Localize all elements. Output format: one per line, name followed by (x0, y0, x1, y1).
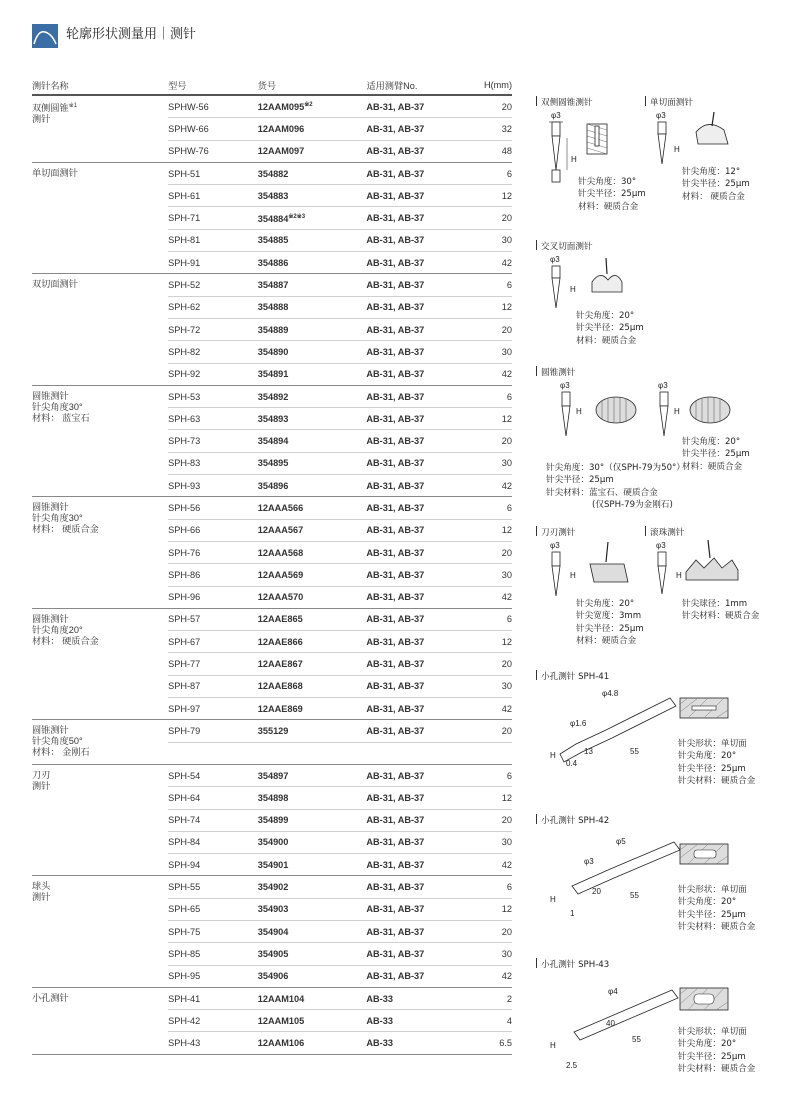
h-cell: 20 (476, 653, 512, 675)
code-cell: 354905 (258, 943, 367, 965)
h-cell: 48 (476, 140, 512, 162)
arm-cell: AB-31, AB-37 (366, 809, 476, 831)
model-cell: SPH-87 (168, 675, 258, 697)
arm-cell: AB-31, AB-37 (366, 430, 476, 452)
h-cell: 42 (476, 965, 512, 987)
h-cell: 30 (476, 943, 512, 965)
stylus-group-name: 单切面测针 (32, 162, 168, 273)
code-cell: 354891 (258, 363, 367, 385)
code-cell: 354882 (258, 162, 367, 184)
panel-title-ball: 滚珠测针 (645, 526, 684, 539)
model-cell: SPH-85 (168, 943, 258, 965)
panel-title-sph43: 小孔测针 SPH-43 (536, 958, 609, 971)
model-cell: SPH-76 (168, 541, 258, 563)
model-cell: SPH-43 (168, 1032, 258, 1054)
model-cell: SPH-62 (168, 296, 258, 318)
svg-text:H: H (550, 751, 556, 760)
h-cell: 42 (476, 252, 512, 274)
code-cell: 354894 (258, 430, 367, 452)
code-cell: 354885 (258, 229, 367, 251)
col-name-header: 测针名称 (32, 76, 168, 95)
svg-text:H: H (550, 895, 556, 904)
ball-stylus-figure (652, 538, 762, 600)
panel-title-double-cone: 双侧圆锥测针 (536, 96, 593, 109)
svg-text:H: H (570, 571, 576, 580)
h-cell: 12 (476, 185, 512, 207)
arm-cell: AB-33 (366, 1010, 476, 1032)
h-cell: 20 (476, 430, 512, 452)
model-cell: SPH-93 (168, 475, 258, 497)
svg-text:φ4.8: φ4.8 (602, 689, 619, 698)
arm-cell: AB-31, AB-37 (366, 675, 476, 697)
arm-cell: AB-31, AB-37 (366, 631, 476, 653)
code-cell: 12AAE868 (258, 675, 367, 697)
code-cell: 12AAM095$^{※2}$ (258, 95, 367, 118)
h-cell: 20 (476, 95, 512, 118)
svg-text:H: H (674, 145, 680, 154)
arm-cell: AB-31, AB-37 (366, 787, 476, 809)
code-cell: 12AAE866 (258, 631, 367, 653)
model-cell: SPH-73 (168, 430, 258, 452)
svg-text:H: H (576, 407, 582, 416)
ball-specs: 针尖球径：1mm 针尖材料：硬质合金 (682, 599, 760, 622)
arm-cell: AB-31, AB-37 (366, 296, 476, 318)
table-row (32, 720, 512, 742)
table-row (32, 385, 512, 407)
panel-title-blade: 刀刃测针 (536, 526, 575, 539)
stylus-group-name: 圆锥测针 针尖角度50° 材料： 金刚石 (32, 720, 168, 765)
h-cell: 6 (476, 385, 512, 407)
arm-cell: AB-31, AB-37 (366, 497, 476, 519)
h-cell: 12 (476, 631, 512, 653)
model-cell: SPH-42 (168, 1010, 258, 1032)
svg-text:φ3: φ3 (658, 381, 668, 390)
h-cell: 6 (476, 497, 512, 519)
svg-text:φ4: φ4 (608, 987, 618, 996)
col-arm-header: 适用测臂No. (366, 76, 476, 95)
model-cell: SPHW-56 (168, 95, 258, 118)
code-cell: 12AAE869 (258, 698, 367, 720)
model-cell: SPH-82 (168, 341, 258, 363)
h-cell: 4 (476, 1010, 512, 1032)
arm-cell: AB-31, AB-37 (366, 608, 476, 630)
model-cell: SPH-54 (168, 764, 258, 786)
arm-cell: AB-31, AB-37 (366, 965, 476, 987)
arm-cell: AB-31, AB-37 (366, 408, 476, 430)
code-cell: 354897 (258, 764, 367, 786)
svg-text:1: 1 (570, 909, 575, 918)
code-cell: 12AAM096 (258, 118, 367, 140)
code-cell: 354895 (258, 452, 367, 474)
model-cell: SPH-97 (168, 698, 258, 720)
model-cell (168, 742, 258, 764)
arm-cell: AB-31, AB-37 (366, 943, 476, 965)
model-cell: SPH-84 (168, 831, 258, 853)
svg-text:55: 55 (630, 891, 639, 900)
arm-cell: AB-31, AB-37 (366, 586, 476, 608)
cone-specs-right: 针尖角度：20° 针尖半径：25μm 材料：硬质合金 (682, 437, 750, 472)
model-cell: SPH-79 (168, 720, 258, 742)
blade-stylus-figure (548, 538, 638, 600)
code-cell: 12AAA566 (258, 497, 367, 519)
h-cell: 42 (476, 475, 512, 497)
cross-cut-stylus-figure (548, 252, 638, 312)
h-cell: 20 (476, 207, 512, 229)
svg-text:H: H (550, 1041, 556, 1050)
model-cell: SPHW-66 (168, 118, 258, 140)
table-row (32, 274, 512, 296)
table-header-row (32, 76, 512, 95)
stylus-group-name: 球头 测针 (32, 876, 168, 987)
arm-cell: AB-31, AB-37 (366, 854, 476, 876)
h-cell: 42 (476, 363, 512, 385)
model-cell: SPH-75 (168, 920, 258, 942)
model-cell: SPHW-76 (168, 140, 258, 162)
dia-label: φ3 (551, 111, 561, 120)
arm-cell: AB-31, AB-37 (366, 831, 476, 853)
model-cell: SPH-53 (168, 385, 258, 407)
h-cell: 32 (476, 118, 512, 140)
arm-cell (366, 742, 476, 764)
svg-text:φ3: φ3 (656, 111, 666, 120)
model-cell: SPH-56 (168, 497, 258, 519)
model-cell: SPH-61 (168, 185, 258, 207)
arm-cell: AB-31, AB-37 (366, 341, 476, 363)
arm-cell: AB-31, AB-37 (366, 95, 476, 118)
svg-text:φ5: φ5 (616, 837, 626, 846)
table-row (32, 876, 512, 898)
svg-text:φ3: φ3 (656, 541, 666, 550)
code-cell: 354883 (258, 185, 367, 207)
arm-cell: AB-31, AB-37 (366, 118, 476, 140)
h-cell: 12 (476, 408, 512, 430)
single-cut-stylus-figure (652, 108, 742, 168)
svg-text:H: H (674, 407, 680, 416)
model-cell: SPH-83 (168, 452, 258, 474)
blade-specs: 针尖角度：20° 针尖宽度：3mm 针尖半径：25μm 材料：硬质合金 (576, 599, 644, 647)
arm-cell: AB-31, AB-37 (366, 653, 476, 675)
code-cell: 354898 (258, 787, 367, 809)
h-cell: 42 (476, 698, 512, 720)
model-cell: SPH-94 (168, 854, 258, 876)
panel-title-single-cut: 单切面测针 (645, 96, 693, 109)
arm-cell: AB-31, AB-37 (366, 519, 476, 541)
code-cell: 12AAE867 (258, 653, 367, 675)
code-cell: 354889 (258, 318, 367, 340)
h-cell: 20 (476, 920, 512, 942)
code-cell: 12AAE865 (258, 608, 367, 630)
model-cell: SPH-81 (168, 229, 258, 251)
double-cone-specs: 针尖角度：30° 针尖半径：25μm 材料：硬质合金 (578, 177, 646, 212)
arm-cell: AB-31, AB-37 (366, 229, 476, 251)
model-cell: SPH-55 (168, 876, 258, 898)
h-cell: 12 (476, 898, 512, 920)
arm-cell: AB-31, AB-37 (366, 162, 476, 184)
svg-text:2.5: 2.5 (566, 1061, 578, 1070)
svg-text:φ3: φ3 (550, 541, 560, 550)
svg-text:55: 55 (632, 1035, 641, 1044)
h-cell: 2 (476, 987, 512, 1009)
panel-title-sph41: 小孔测针 SPH-41 (536, 670, 609, 683)
code-cell: 354900 (258, 831, 367, 853)
arm-cell: AB-31, AB-37 (366, 385, 476, 407)
h-cell: 12 (476, 787, 512, 809)
page-title: 轮廓形状测量用｜测针 (66, 27, 197, 42)
arm-cell: AB-31, AB-37 (366, 720, 476, 742)
model-cell: SPH-63 (168, 408, 258, 430)
model-cell: SPH-71 (168, 207, 258, 229)
model-cell: SPH-52 (168, 274, 258, 296)
arm-cell: AB-31, AB-37 (366, 541, 476, 563)
footnote-mark: ※2 (304, 102, 313, 109)
arm-cell: AB-31, AB-37 (366, 920, 476, 942)
svg-text:0.4: 0.4 (566, 759, 578, 768)
arm-cell: AB-31, AB-37 (366, 475, 476, 497)
stylus-group-name: 小孔测针 (32, 987, 168, 1054)
stylus-spec-table (32, 76, 512, 1055)
h-cell: 12 (476, 519, 512, 541)
code-cell: 354902 (258, 876, 367, 898)
h-label: H (571, 155, 577, 164)
h-cell: 30 (476, 452, 512, 474)
model-cell: SPH-41 (168, 987, 258, 1009)
code-cell: $354884^{※2※3}$ (258, 207, 367, 229)
code-cell: 354904 (258, 920, 367, 942)
model-cell: SPH-64 (168, 787, 258, 809)
model-cell: SPH-67 (168, 631, 258, 653)
h-cell: 12 (476, 296, 512, 318)
model-cell: SPH-91 (168, 252, 258, 274)
code-cell: 354892 (258, 385, 367, 407)
h-cell: 6 (476, 608, 512, 630)
code-cell: 355129 (258, 720, 367, 742)
cone-specs-left: 针尖角度：30°（仅SPH-79为50°） 针尖半径：25μm 针尖材料：蓝宝石、硬质合金 (仅SPH-79为金刚石) (546, 463, 685, 511)
table-row (32, 608, 512, 630)
stylus-group-name: 圆锥测针 针尖角度30° 材料： 硬质合金 (32, 497, 168, 608)
h-cell: 6 (476, 764, 512, 786)
arm-cell: AB-31, AB-37 (366, 876, 476, 898)
code-cell: 354893 (258, 408, 367, 430)
profile-logo-icon (32, 24, 58, 48)
code-cell: 12AAM105 (258, 1010, 367, 1032)
arm-cell: AB-31, AB-37 (366, 452, 476, 474)
model-cell: SPH-72 (168, 318, 258, 340)
col-model-header: 型号 (168, 76, 258, 95)
stylus-group-name: 双切面测针 (32, 274, 168, 385)
table-row (32, 497, 512, 519)
stylus-group-name: 双侧圆锥$^{※1}$ 测针 (32, 95, 168, 162)
panel-title-cross-cut: 交叉切面测针 (536, 240, 593, 253)
code-cell: 12AAA569 (258, 564, 367, 586)
code-cell: 12AAM104 (258, 987, 367, 1009)
h-cell: 6 (476, 162, 512, 184)
single-cut-specs: 针尖角度：12° 针尖半径：25μm 材料： 硬质合金 (682, 167, 750, 202)
code-cell: 12AAM097 (258, 140, 367, 162)
code-cell: 12AAM106 (258, 1032, 367, 1054)
model-cell: SPH-77 (168, 653, 258, 675)
model-cell: SPH-74 (168, 809, 258, 831)
arm-cell: AB-33 (366, 1032, 476, 1054)
svg-text:φ3: φ3 (584, 857, 594, 866)
arm-cell: AB-31, AB-37 (366, 363, 476, 385)
h-cell: 6 (476, 876, 512, 898)
col-h-header: H(mm) (476, 76, 512, 95)
table-row (32, 95, 512, 118)
arm-cell: AB-31, AB-37 (366, 252, 476, 274)
h-cell: 42 (476, 586, 512, 608)
stylus-group-name: 圆锥测针 针尖角度20° 材料： 硬质合金 (32, 608, 168, 719)
code-cell: 354906 (258, 965, 367, 987)
code-cell (258, 742, 367, 764)
code-cell: 354887 (258, 274, 367, 296)
svg-text:40: 40 (606, 1019, 615, 1028)
model-cell: SPH-96 (168, 586, 258, 608)
code-cell: 354899 (258, 809, 367, 831)
arm-cell: AB-31, AB-37 (366, 274, 476, 296)
arm-cell: AB-31, AB-37 (366, 564, 476, 586)
svg-text:φ3: φ3 (560, 381, 570, 390)
h-cell: 20 (476, 541, 512, 563)
h-cell: 42 (476, 854, 512, 876)
model-cell: SPH-66 (168, 519, 258, 541)
cone-stylus-figure (558, 378, 748, 440)
table-row (32, 162, 512, 184)
svg-text:13: 13 (584, 747, 593, 756)
h-cell (476, 742, 512, 764)
arm-cell: AB-31, AB-37 (366, 318, 476, 340)
table-row (32, 764, 512, 786)
stylus-group-name: 圆锥测针 针尖角度30° 材料： 蓝宝石 (32, 385, 168, 496)
sph41-specs: 针尖形状：单切面 针尖角度：20° 针尖半径：25μm 针尖材料：硬质合金 (678, 739, 756, 787)
table-row (32, 987, 512, 1009)
arm-cell: AB-31, AB-37 (366, 207, 476, 229)
code-cell: 354901 (258, 854, 367, 876)
model-cell: SPH-95 (168, 965, 258, 987)
svg-text:H: H (570, 285, 576, 294)
arm-cell: AB-31, AB-37 (366, 140, 476, 162)
h-cell: 30 (476, 564, 512, 586)
model-cell: SPH-86 (168, 564, 258, 586)
code-cell: 354896 (258, 475, 367, 497)
svg-text:φ1.6: φ1.6 (570, 719, 587, 728)
svg-text:20: 20 (592, 887, 601, 896)
stylus-group-name: 刀刃 测针 (32, 764, 168, 875)
h-cell: 20 (476, 318, 512, 340)
model-cell: SPH-92 (168, 363, 258, 385)
cross-cut-specs: 针尖角度：20° 针尖半径：25μm 材料：硬质合金 (576, 311, 644, 346)
arm-cell: AB-33 (366, 987, 476, 1009)
code-cell: 12AAA568 (258, 541, 367, 563)
h-cell: 20 (476, 720, 512, 742)
code-cell: 354903 (258, 898, 367, 920)
h-cell: 6.5 (476, 1032, 512, 1054)
code-cell: 354886 (258, 252, 367, 274)
sph42-specs: 针尖形状：单切面 针尖角度：20° 针尖半径：25μm 针尖材料：硬质合金 (678, 885, 756, 933)
svg-text:55: 55 (630, 747, 639, 756)
arm-cell: AB-31, AB-37 (366, 764, 476, 786)
svg-text:φ3: φ3 (550, 255, 560, 264)
arm-cell: AB-31, AB-37 (366, 698, 476, 720)
arm-cell: AB-31, AB-37 (366, 898, 476, 920)
model-cell: SPH-65 (168, 898, 258, 920)
svg-text:H: H (676, 571, 682, 580)
panel-title-cone: 圆锥测针 (536, 366, 575, 379)
code-cell: 354890 (258, 341, 367, 363)
arm-cell: AB-31, AB-37 (366, 185, 476, 207)
h-cell: 30 (476, 831, 512, 853)
code-cell: 12AAA570 (258, 586, 367, 608)
h-cell: 6 (476, 274, 512, 296)
h-cell: 30 (476, 341, 512, 363)
code-cell: 354888 (258, 296, 367, 318)
h-cell: 30 (476, 229, 512, 251)
h-cell: 20 (476, 809, 512, 831)
panel-title-sph42: 小孔测针 SPH-42 (536, 814, 609, 827)
sph43-specs: 针尖形状：单切面 针尖角度：20° 针尖半径：25μm 针尖材料：硬质合金 (678, 1027, 756, 1075)
footnote-mark: ※2※3 (288, 213, 306, 220)
model-cell: SPH-57 (168, 608, 258, 630)
code-cell: 12AAA567 (258, 519, 367, 541)
model-cell: SPH-51 (168, 162, 258, 184)
col-code-header: 货号 (258, 76, 367, 95)
h-cell: 30 (476, 675, 512, 697)
